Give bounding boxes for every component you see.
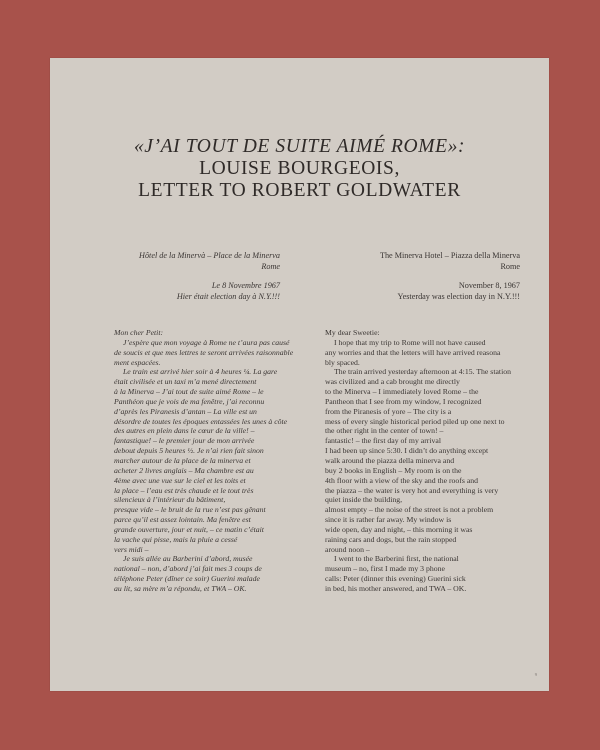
text-line: the piazza – the water is very hot and everything is very bbox=[325, 485, 499, 495]
header-line: November 8, 1967 bbox=[458, 281, 520, 290]
text-line: I had been up since 5:30. I didn’t do anything except bbox=[325, 446, 489, 456]
text-line: J’espère que mon voyage à Rome ne t’aura pas causé bbox=[123, 337, 290, 347]
text-line: de soucis et que mes lettres te seront arrivées raisonnable bbox=[114, 347, 294, 357]
text-line: Panthéon que je vois de ma fenêtre, j’ai reconnu bbox=[114, 396, 265, 406]
header-line: Rome bbox=[261, 261, 280, 271]
text-line: from the Piranesis of yore – The city is a bbox=[325, 406, 452, 416]
text-line: 4th floor with a view of the sky and the roofs and bbox=[325, 475, 479, 485]
title-line-2: LOUISE BOURGEOIS, bbox=[199, 158, 400, 179]
text-line: national – non, d’abord j’ai fait mes 3 coups de bbox=[114, 564, 262, 574]
text-line: à la Minerva – J’ai tout de suite aimé Rome – le bbox=[114, 387, 264, 397]
text-line: debout depuis 5 heures ½. Je n’ai rien fait sinon bbox=[114, 446, 264, 456]
text-line: bly spaced. bbox=[325, 357, 360, 367]
text-line: I went to the Barberini first, the national bbox=[334, 554, 459, 564]
text-line: au lit, sa mère m’a répondu, et TWA – OK. bbox=[114, 583, 247, 593]
header-line: Yesterday was election day in N.Y.!!! bbox=[397, 291, 520, 301]
text-line: la place – l’eau est très chaude et le tout très bbox=[114, 485, 254, 495]
text-line: to the Minerva – I immediately loved Rome – the bbox=[325, 387, 479, 397]
text-line: téléphone Peter (dîner ce soir) Guerini malade bbox=[114, 574, 260, 584]
text-line: calls: Peter (dinner this evening) Guerini sick bbox=[325, 574, 466, 584]
header-line: The Minerva Hotel – Piazza della Minerva bbox=[379, 251, 520, 260]
text-line: des autres en plein dans le cœur de la ville! – bbox=[114, 426, 255, 436]
text-line: museum – no, first I made my 3 phone bbox=[325, 564, 445, 574]
text-line: la vache qui pisse, mais la pluie a cessé bbox=[114, 534, 238, 544]
text-line: presque vide – le bruit de la rue n’est pas gênant bbox=[114, 505, 266, 515]
text-line: in bed, his mother answered, and TWA – OK. bbox=[325, 583, 467, 593]
title-line-1: «J’AI TOUT DE SUITE AIMÉ ROME»: bbox=[133, 136, 466, 157]
english-letter-body bbox=[325, 328, 525, 594]
text-line: the other right in the center of town! – bbox=[325, 426, 444, 436]
text-line: wide open, day and night, – this morning it was bbox=[325, 524, 473, 534]
text-line: fantastic! – the first day of my arrival bbox=[325, 436, 441, 446]
text-line: Je suis allée au Barberini d’abord, musée bbox=[123, 554, 253, 564]
header-line: Hôtel de la Minervà – Place de la Minerva bbox=[139, 251, 280, 260]
text-line: Mon cher Petit: bbox=[114, 328, 164, 337]
text-line: d’après les Piranesis d’antan – La ville est un bbox=[114, 406, 257, 416]
english-letter-header bbox=[340, 251, 520, 302]
text-line: The train arrived yesterday afternoon at 4:15. The station bbox=[334, 367, 511, 377]
text-line: quiet inside the building, bbox=[325, 495, 403, 505]
text-line: 4ème avec une vue sur le ciel et les toits et bbox=[114, 475, 246, 485]
text-line: was civilized and a cab brought me directly bbox=[325, 377, 460, 387]
text-line: raining cars and dogs, but the rain stopped bbox=[325, 534, 457, 544]
text-line: any worries and that the letters will have arrived reasona bbox=[325, 347, 501, 357]
title-line-3: LETTER TO ROBERT GOLDWATER bbox=[138, 180, 461, 201]
text-line: acheter 2 livres anglais – Ma chambre est au bbox=[114, 465, 254, 475]
text-line: walk around the piazza della minerva and bbox=[325, 455, 455, 465]
text-line: almost empty – the noise of the street is not a problem bbox=[325, 505, 494, 515]
text-line: mess of every single historical period piled up one next to bbox=[325, 416, 505, 426]
page-number: 9 bbox=[534, 672, 537, 677]
text-line: désordre de toutes les époques entassées les unes à côte bbox=[114, 416, 288, 426]
header-line: Le 8 Novembre 1967 bbox=[211, 281, 280, 290]
text-line: fantastique! – le premier jour de mon arrivée bbox=[114, 436, 255, 446]
text-line: Pantheon that I see from my window, I recognized bbox=[325, 396, 482, 406]
text-line: ment espacées. bbox=[114, 357, 161, 367]
text-line: silencieux à l’intérieur du bâtiment, bbox=[114, 495, 226, 505]
header-line: Rome bbox=[500, 261, 520, 271]
text-line: My dear Sweetie: bbox=[325, 328, 380, 337]
document-page bbox=[50, 58, 549, 691]
text-line: since it is rather far away. My window is bbox=[325, 515, 452, 525]
text-line: I hope that my trip to Rome will not have caused bbox=[334, 337, 486, 347]
text-line: buy 2 books in English – My room is on the bbox=[325, 465, 462, 475]
text-line: Le train est arrivé hier soir à 4 heures ¼. La gare bbox=[123, 367, 278, 377]
text-line: around noon – bbox=[325, 544, 370, 554]
french-letter-body bbox=[114, 328, 314, 594]
text-line: vers midi – bbox=[114, 544, 149, 554]
text-line: parce qu’il est assez lointain. Ma fenêtre est bbox=[114, 515, 251, 525]
text-line: était civilisée et un taxi m’a mené directement bbox=[114, 377, 257, 387]
text-line: marcher autour de la place de la minerva et bbox=[114, 455, 251, 465]
header-line: Hier était election day à N.Y.!!! bbox=[176, 291, 280, 301]
text-line: grande ouverture, jour et nuit, – ce matin c’était bbox=[114, 524, 264, 534]
french-letter-header bbox=[100, 251, 280, 302]
page-title bbox=[50, 136, 549, 202]
